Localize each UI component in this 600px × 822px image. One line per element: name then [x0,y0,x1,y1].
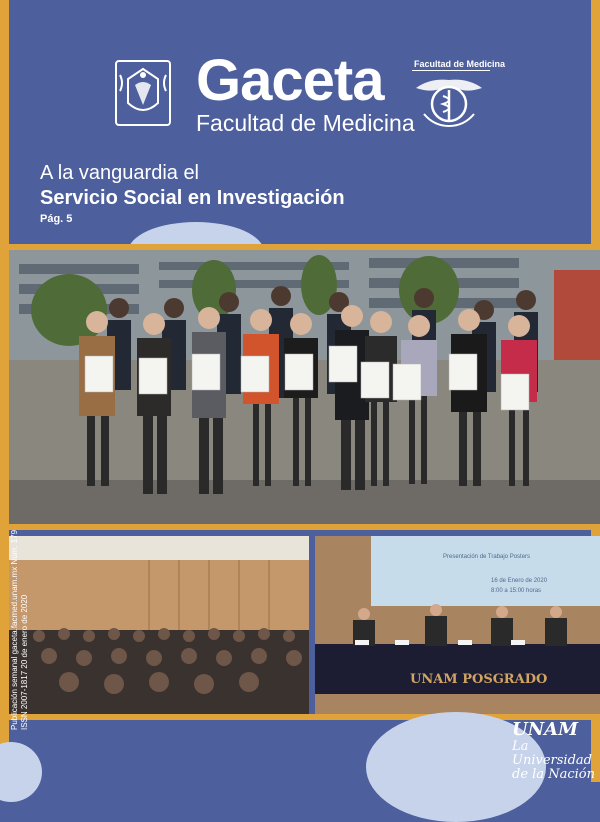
auditorium-photo [9,536,309,715]
publication-line-1: Publicación semanal gaceta.facmed.unam.mx Núm. 179 [10,529,19,730]
unam-motto [512,720,600,783]
publication-info [10,530,29,730]
projection-text-1: Presentación de Trabajo Posters [443,554,531,560]
unam-seal-icon [112,57,174,134]
masthead-subtitle: Facultad de Medicina [196,110,415,136]
divider-bar-middle [9,524,600,530]
faculty-seal-icon [410,74,488,137]
decorative-arc-bottom-left [0,742,42,802]
projection-text-3: 8:00 a 15:00 horas [491,588,542,594]
projection-text-2: 16 de Enero de 2020 [491,578,548,584]
page-reference: Pág. 5 [40,213,73,225]
main-group-photo [9,250,600,524]
frame-left [0,0,9,782]
panel-photo [315,536,600,715]
headline-line-1: A la vanguardia el [40,162,200,184]
headline-line-2: Servicio Social en Investigación [40,187,345,209]
unam-motto-bottom: La Universidad de la Nación [512,738,595,783]
masthead-title: Gaceta [196,48,384,113]
publication-line-2: ISSN 2007-1817 20 de enero de 2020 [19,594,29,730]
posgrado-banner: UNAM POSGRADO [410,672,548,687]
faculty-label: Facultad de Medicina [414,59,506,69]
faculty-divider [412,70,490,71]
unam-motto-top: UNAM [512,719,579,740]
